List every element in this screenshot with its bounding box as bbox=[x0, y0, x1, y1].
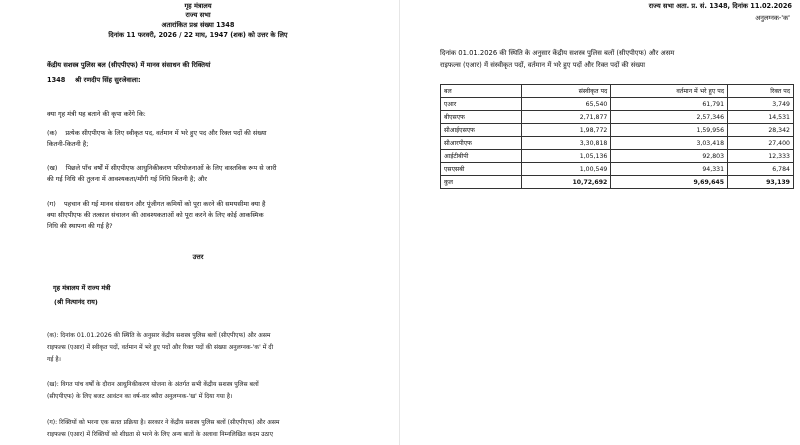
filled-count: 92,803 bbox=[611, 150, 728, 163]
question-c-line-3: निधि की स्थापना की गई है? bbox=[47, 222, 113, 230]
subject-line: केंद्रीय सशस्त्र पुलिस बल (सीएपीएफ) में मानव संसाधन की रिक्तियां bbox=[47, 61, 211, 69]
vacancy-table bbox=[440, 84, 794, 189]
answer-b-line-2: (सीएपीएफ) के लिए बजट आवंटन का वर्ष-वार ब्यौरा अनुलग्नक-'ख' में दिया गया है। bbox=[47, 393, 233, 400]
vacant-count: 6,784 bbox=[728, 163, 794, 176]
filled-count: 3,03,418 bbox=[611, 137, 728, 150]
annex-reference: राज्य सभा अता. प्र. सं. 1348, दिनांक 11.02.2026 bbox=[648, 2, 792, 10]
question-c-line-1: पहचान की गई मानव संसाधन और पूंजीगत कमियों को पूरा करने की समयसीमा क्या है bbox=[64, 200, 266, 208]
annex-title bbox=[440, 47, 674, 71]
table-row bbox=[441, 163, 794, 176]
table-header-row bbox=[441, 85, 794, 98]
force-name: सीआरपीएफ bbox=[441, 137, 522, 150]
answer-b-line-1: (ख): विगत पांच वर्षों के दौरान आधुनिकीकरण योजना के अंतर्गत सभी केंद्रीय सशस्त्र पुलिस बलों bbox=[47, 381, 259, 388]
table-row bbox=[441, 111, 794, 124]
left-page bbox=[0, 0, 396, 445]
ministry-heading: गृह मंत्रालय bbox=[184, 2, 212, 10]
asker-number: 1348 bbox=[47, 76, 66, 84]
question-b-label: (ख) bbox=[47, 164, 58, 172]
answer-a-line-3: गई है। bbox=[47, 356, 61, 363]
vacant-count: 14,531 bbox=[728, 111, 794, 124]
total-filled: 9,69,645 bbox=[611, 176, 728, 189]
table-row bbox=[441, 98, 794, 111]
house-heading: राज्य सभा bbox=[185, 11, 211, 19]
annex-title-line-1: दिनांक 01.01.2026 की स्थिति के अनुसार केंद्रीय सशस्त्र पुलिस बलों (सीएपीएफ) और असम bbox=[440, 49, 675, 57]
answer-c-line-1: (ग): रिक्तियों को भरना एक सतत प्रक्रिया है। सरकार ने केंद्रीय सशस्त्र पुलिस बलों (सीएपीएफ) और असम bbox=[47, 419, 280, 426]
answer-b bbox=[47, 379, 385, 403]
question-b bbox=[47, 163, 385, 185]
annex-title-line-2: राइफल्स (एआर) में संस्वीकृत पदों, वर्तमान में भरे हुए पदों और रिक्त पदों की संख्या bbox=[440, 61, 645, 69]
filled-count: 61,791 bbox=[611, 98, 728, 111]
question-a-label: (क) bbox=[47, 129, 58, 137]
answer-a-line-2: राइफल्स (एआर) में स्वीकृत पदों, वर्तमान में भरे हुए पदों और रिक्त पदों की संख्या अनुलग्नक-'क' में दी bbox=[47, 344, 274, 351]
question-intro: क्या गृह मंत्री यह बताने की कृपा करेंगे कि: bbox=[47, 110, 146, 118]
question-c bbox=[47, 199, 385, 232]
column-header-filled: वर्तमान में भरे हुए पद bbox=[611, 85, 728, 98]
question-a bbox=[47, 128, 385, 150]
right-page bbox=[404, 0, 800, 445]
vacant-count: 12,333 bbox=[728, 150, 794, 163]
sanctioned-count: 2,71,877 bbox=[522, 111, 611, 124]
vacant-count: 27,400 bbox=[728, 137, 794, 150]
column-header-sanctioned: संस्वीकृत पद bbox=[522, 85, 611, 98]
column-header-vacant: रिक्त पद bbox=[728, 85, 794, 98]
sanctioned-count: 65,540 bbox=[522, 98, 611, 111]
sanctioned-count: 1,98,772 bbox=[522, 124, 611, 137]
page-divider bbox=[399, 0, 400, 445]
vacant-count: 3,749 bbox=[728, 98, 794, 111]
asker-name: श्री रणदीप सिंह सुरजेवाला: bbox=[75, 76, 141, 84]
total-label: कुल bbox=[441, 176, 522, 189]
column-header-force: बल bbox=[441, 85, 522, 98]
question-b-line-2: की गई निधि की तुलना में आवश्यकता/माँगी गई निधि कितनी है; और bbox=[47, 175, 207, 183]
table-row bbox=[441, 124, 794, 137]
question-b-line-1: पिछले पाँच वर्षों में सीएपीएफ आधुनिकीकरण परियोजनाओं के लिए वास्तविक रूप से जारी bbox=[65, 164, 277, 172]
answer-a-line-1: (क): दिनांक 01.01.2026 की स्थिति के अनुसार केंद्रीय सशस्त्र पुलिस बलों (सीएपीएफ) और असम bbox=[47, 332, 271, 339]
table-total-row bbox=[441, 176, 794, 189]
question-c-line-2: क्या सीएपीएफ की तत्काल संचालन की आवश्यकताओं को पूरा करने के लिए कोई आकस्मिक bbox=[47, 211, 264, 219]
force-name: बीएसएफ bbox=[441, 111, 522, 124]
question-a-line-2: कितनी-कितनी है; bbox=[47, 140, 89, 148]
annex-label: अनुलग्नक-'क' bbox=[755, 14, 790, 22]
filled-count: 2,57,346 bbox=[611, 111, 728, 124]
force-name: आईटीबीपी bbox=[441, 150, 522, 163]
minister-title: गृह मंत्रालय में राज्य मंत्री bbox=[53, 284, 111, 292]
filled-count: 94,331 bbox=[611, 163, 728, 176]
answer-heading: उत्तर bbox=[192, 253, 204, 261]
sanctioned-count: 3,30,818 bbox=[522, 137, 611, 150]
force-name: एसएसबी bbox=[441, 163, 522, 176]
total-vacant: 93,139 bbox=[728, 176, 794, 189]
total-sanctioned: 10,72,692 bbox=[522, 176, 611, 189]
question-c-label: (ग) bbox=[47, 200, 56, 208]
minister-name: (श्री नित्यानंद राय) bbox=[54, 298, 98, 306]
question-number: अतारांकित प्रश्न संख्या 1348 bbox=[161, 21, 235, 29]
question-a-line-1: प्रत्येक सीएपीएफ के लिए स्वीकृत पद, वर्तमान में भरे हुए पद और रिक्त पदों की संख्या bbox=[65, 129, 267, 137]
sanctioned-count: 1,00,549 bbox=[522, 163, 611, 176]
answer-c-line-2: राइफल्स (एआर) में रिक्तियों को शीघ्रता से भरने के लिए अन्य बातों के अलावा निम्नलिखित कदम उठाए bbox=[47, 431, 273, 438]
sanctioned-count: 1,05,136 bbox=[522, 150, 611, 163]
answer-a bbox=[47, 330, 385, 366]
filled-count: 1,59,956 bbox=[611, 124, 728, 137]
answer-date-line: दिनांक 11 फरवरी, 2026 / 22 माघ, 1947 (शक) को उत्तर के लिए bbox=[108, 31, 288, 39]
vacant-count: 28,342 bbox=[728, 124, 794, 137]
force-name: एआर bbox=[441, 98, 522, 111]
answer-c bbox=[47, 417, 385, 441]
table-row bbox=[441, 137, 794, 150]
force-name: सीआईएसएफ bbox=[441, 124, 522, 137]
table-row bbox=[441, 150, 794, 163]
